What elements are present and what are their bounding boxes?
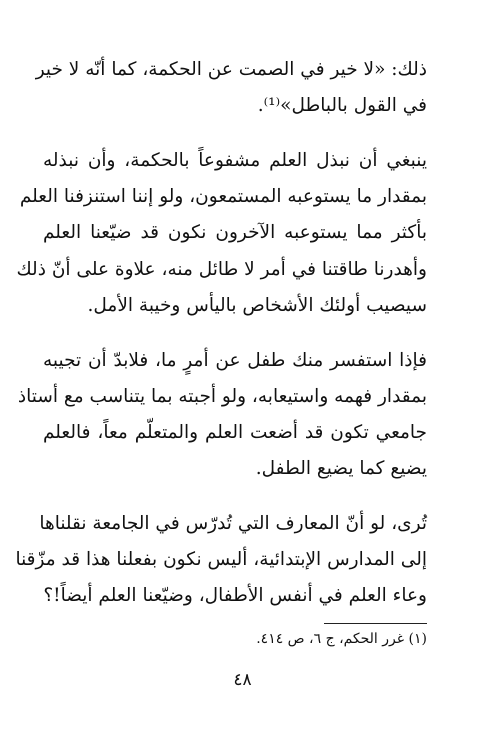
paragraph-1-line-1: ذلك: «لا خير في الصمت عن الحكمة، كما أنّه لا خير (35, 59, 427, 80)
page-number: ٤٨ (233, 670, 252, 690)
paragraph-2-line-5: سيصيب أولئك الأشخاص باليأس وخيبة الأمل. (87, 295, 427, 316)
paragraph-3-line-3: جامعي تكون قد أضعت العلم والمتعلّم معاً، فالعلم (43, 422, 427, 443)
paragraph-1-line-2: في القول بالباطل»⁽¹⁾. (257, 95, 427, 116)
paragraph-4-line-1: تُرى، لو أنّ المعارف التي تُدرّس في الجامعة نقلناها (39, 513, 427, 534)
paragraph-2-line-3: بأكثر مما يستوعبه الآخرون نكون قد ضيّعنا العلم (43, 222, 427, 243)
paragraph-3-line-1: فإذا استفسر منك طفل عن أمرٍ ما، فلابدّ أن تجيبه (43, 350, 427, 371)
paragraph-3-line-4: يضيع كما يضيع الطفل. (255, 458, 427, 479)
paragraph-2-line-4: وأهدرنا طاقتنا في أمر لا طائل منه، علاوة على أنّ ذلك (16, 259, 427, 280)
footnote-divider (324, 623, 427, 624)
paragraph-2-line-1: ينبغي أن نبذل العلم مشفوعاً بالحكمة، وأن نبذله (43, 150, 427, 171)
paragraph-4-line-2: إلى المدارس الإبتدائية، أليس نكون بفعلنا هذا قد مزّقنا (15, 549, 427, 570)
footnote: (١) غرر الحكم، ج ٦، ص ٤١٤. (256, 631, 427, 647)
paragraph-3-line-2: بمقدار فهمه واستيعابه، ولو أجبته بما يتناسب مع أستاذ (17, 386, 427, 407)
paragraph-2-line-2: بمقدار ما يستوعبه المستمعون، ولو إننا استنزفنا العلم (19, 186, 427, 207)
paragraph-4-line-3: وعاء العلم في أنفس الأطفال، وضيّعنا العلم أيضاً!؟ (43, 585, 427, 606)
